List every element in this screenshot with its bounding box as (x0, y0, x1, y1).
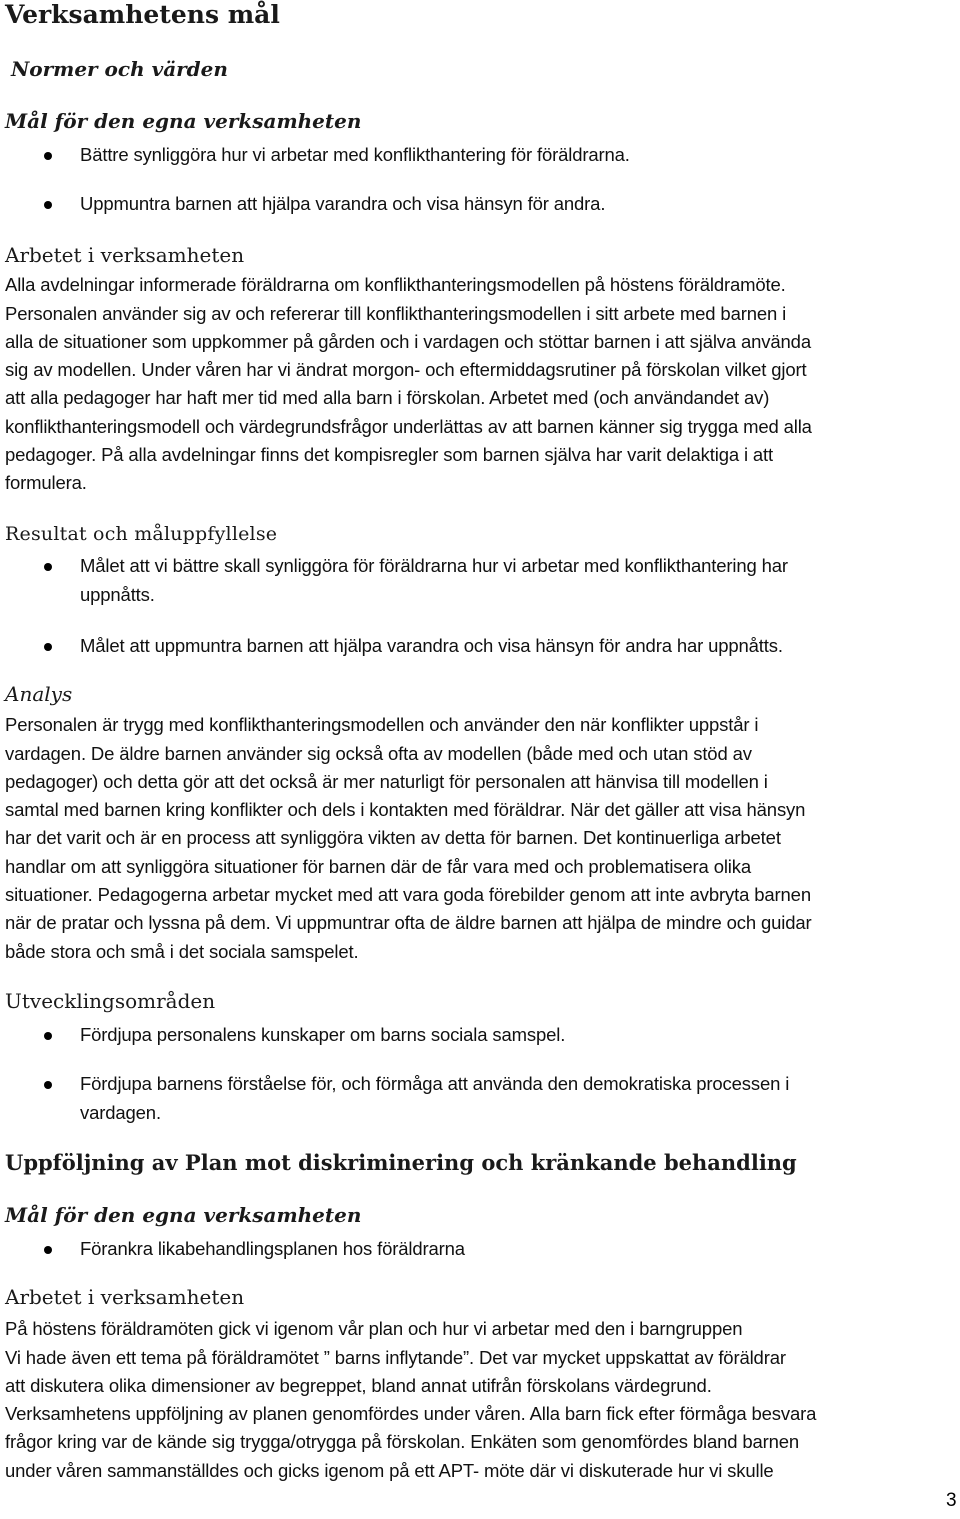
bullet-icon (44, 643, 52, 651)
paragraph-line: att alla pedagoger har haft mer tid med alla barn i förskolan. Arbetet med (och användandet av) (5, 387, 770, 408)
paragraph-line: På höstens föräldramöten gick vi igenom vår plan och hur vi arbetar med den i barngruppen (5, 1318, 743, 1339)
paragraph-line: formulera. (5, 472, 87, 493)
paragraph-line: Vi hade även ett tema på föräldramötet ” barns inflytande”. Det var mycket uppskattat av föräldrar (5, 1347, 786, 1368)
paragraph-line: samtal med barnen kring konflikter och dels i kontakten med föräldrar. När det gäller att visa hänsyn (5, 799, 806, 820)
bullet-icon (44, 152, 52, 160)
paragraph-line: handlar om att synliggöra situationer för barnen där de får vara med och problematisera olika (5, 856, 751, 877)
bullet-icon (44, 201, 52, 209)
section-heading-normer: Normer och värden (11, 57, 228, 81)
bullet-icon (44, 1032, 52, 1040)
list-item: Bättre synliggöra hur vi arbetar med konflikthantering för föräldrarna. (80, 144, 630, 165)
list-item-continuation: vardagen. (80, 1102, 161, 1123)
paragraph-line: alla de situationer som uppkommer på gården och i vardagen och stöttar barnen i att själva använda (5, 331, 811, 352)
heading-arbetet: Arbetet i verksamheten (5, 243, 245, 267)
paragraph-line: Personalen är trygg med konflikthanteringsmodellen och använder den när konflikter uppstår i (5, 714, 759, 735)
page-number: 3 (946, 1490, 957, 1511)
paragraph-line: under våren sammanställdes och gicks igenom på ett APT- möte där vi diskuterade hur vi skulle (5, 1460, 774, 1481)
bullet-icon (44, 1246, 52, 1254)
list-item: Uppmuntra barnen att hjälpa varandra och visa hänsyn för andra. (80, 193, 606, 214)
heading-analys: Analys (5, 682, 73, 706)
list-item: Fördjupa personalens kunskaper om barns sociala samspel. (80, 1024, 566, 1045)
list-item: Målet att uppmuntra barnen att hjälpa varandra och visa hänsyn för andra har uppnåtts. (80, 635, 783, 656)
heading-utveckling: Utvecklingsområden (5, 989, 216, 1013)
heading-mal-2: Mål för den egna verksamheten (5, 1203, 362, 1227)
section-heading-uppfoljning: Uppföljning av Plan mot diskriminering och kränkande behandling (5, 1150, 797, 1175)
list-item: Målet att vi bättre skall synliggöra för föräldrarna hur vi arbetar med konflikthantering har (80, 555, 788, 576)
page-title: Verksamhetens mål (5, 0, 280, 29)
paragraph-line: att diskutera olika dimensioner av begreppet, bland annat utifrån förskolans värdegrund. (5, 1375, 712, 1396)
heading-mal: Mål för den egna verksamheten (5, 109, 362, 133)
paragraph-line: har det varit och är en process att synliggöra vikten av detta för barnen. Det kontinuerliga arbetet (5, 827, 781, 848)
paragraph-line: frågor kring var de kände sig trygga/otrygga på förskolan. Enkäten som genomfördes bland barnen (5, 1431, 800, 1452)
paragraph-line: situationer. Pedagogerna arbetar mycket med att vara goda förebilder genom att inte avbryta barnen (5, 884, 811, 905)
paragraph-line: pedagoger. På alla avdelningar finns det kompisregler som barnen själva har varit delaktiga i att (5, 444, 774, 465)
paragraph-line: när de pratar och lyssna på dem. Vi uppmuntrar ofta de äldre barnen att hjälpa de mindre och guidar (5, 912, 812, 933)
paragraph-line: konflikthanteringsmodell och värdegrundsfrågor underlättas av att barnen känner sig trygga med alla (5, 416, 812, 437)
paragraph-line: Verksamhetens uppföljning av planen genomfördes under våren. Alla barn fick efter förmåga besvara (5, 1403, 817, 1424)
paragraph-line: både stora och små i det sociala samspelet. (5, 941, 359, 962)
heading-resultat: Resultat och måluppfyllelse (5, 523, 278, 545)
paragraph-line: vardagen. De äldre barnen använder sig också ofta av modellen (både med och utan stöd av (5, 743, 752, 764)
list-item: Förankra likabehandlingsplanen hos föräldrarna (80, 1238, 465, 1259)
heading-arbetet-2: Arbetet i verksamheten (5, 1285, 245, 1309)
list-item: Fördjupa barnens förståelse för, och förmåga att använda den demokratiska processen i (80, 1073, 790, 1094)
bullet-icon (44, 1081, 52, 1089)
paragraph-line: sig av modellen. Under våren har vi ändrat morgon- och eftermiddagsrutiner på förskolan vilket gjort (5, 359, 807, 380)
paragraph-line: Alla avdelningar informerade föräldrarna om konflikthanteringsmodellen på höstens föräldramöte. (5, 274, 786, 295)
list-item-continuation: uppnåtts. (80, 584, 155, 605)
bullet-icon (44, 563, 52, 571)
paragraph-line: Personalen använder sig av och refererar till konflikthanteringsmodellen i sitt arbete med barnen i (5, 303, 787, 324)
paragraph-line: pedagoger) och detta gör att det också är mer naturligt för personalen att hänvisa till modellen i (5, 771, 768, 792)
